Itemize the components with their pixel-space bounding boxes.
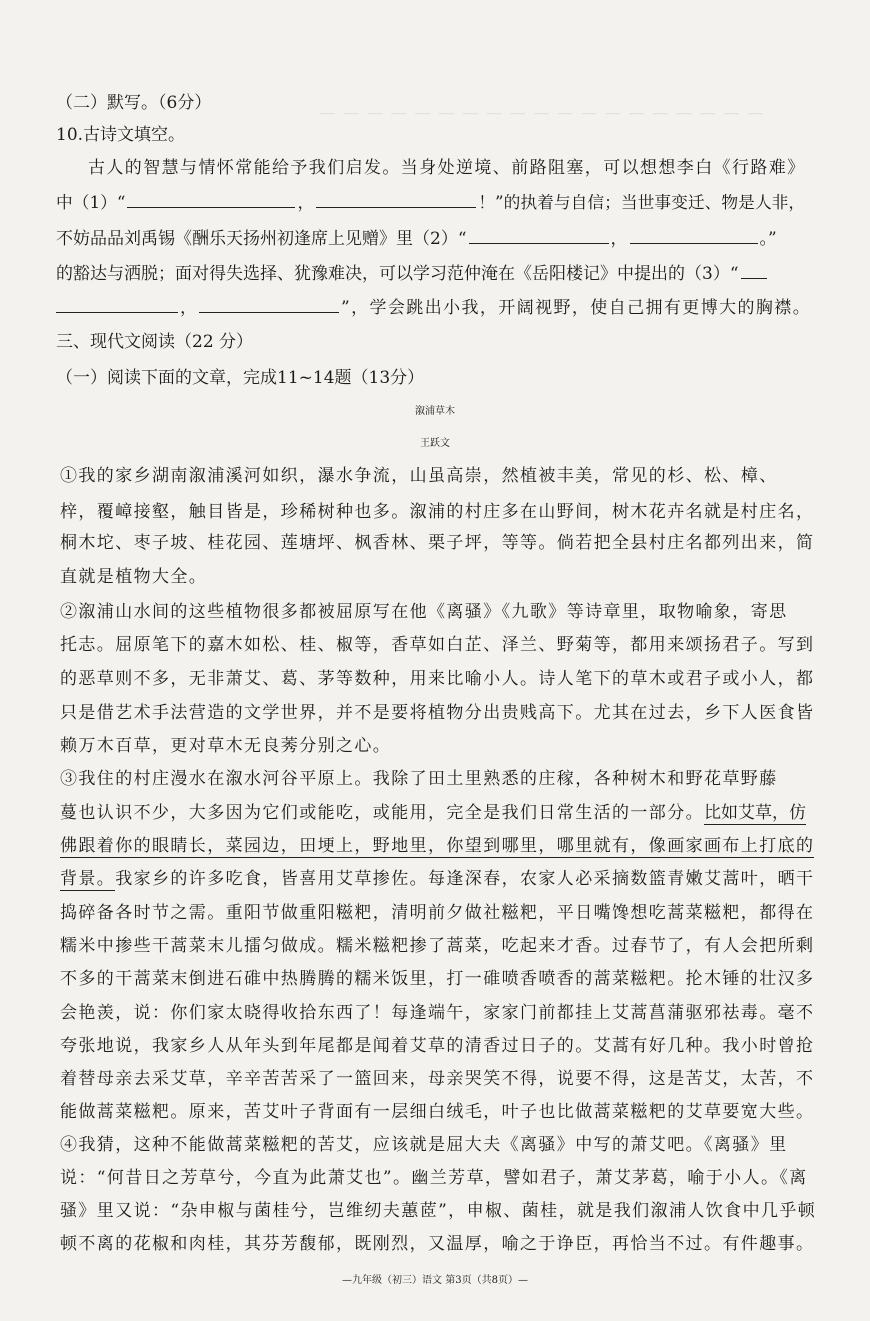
- article-line: 骚》里又说：“杂申椒与菌桂兮，岂维纫夫蕙茝”，申椒、菌桂，就是我们溆浦人饮食中几乎顿: [60, 1201, 817, 1221]
- answer-blank-3a[interactable]: [56, 296, 178, 313]
- article-line: [60, 868, 814, 890]
- q10-line-5: [56, 296, 811, 319]
- article-line: 能做蒿菜糍粑。原来，苦艾叶子背面有一层细白绒毛，叶子也比做蒿菜糍粑的艾草要宽大些。: [60, 1102, 815, 1122]
- article-line: 托志。屈原笔下的嘉木如松、桂、椒等，香草如白芷、泽兰、野菊等，都用来颂扬君子。写到: [60, 635, 815, 655]
- article-line-text: 蔓也认识不少，大多因为它们或能吃，或能用，完全是我们日常生活的一部分。: [60, 803, 704, 823]
- article-line-text: 我家乡的许多吃食，皆喜用艾草掺佐。每逢深春，农家人必采摘数篮青嫩艾蒿叶，晒干: [115, 869, 815, 889]
- article-line-with-underline: [60, 802, 806, 824]
- article-line: 赖万木百草，更对草木无良莠分别之心。: [60, 736, 392, 756]
- article-line: 糯米中掺些干蒿菜末儿擂匀做成。糯米糍粑掺了蒿菜，吃起来才香。过春节了，有人会把所剩: [60, 936, 815, 956]
- q10-line-1: 古人的智慧与情怀常能给予我们启发。当身处逆境、前路阻塞，可以想想李白《行路难》: [88, 158, 806, 178]
- q10-line-3-b: ，: [610, 229, 628, 249]
- q10-line-2-a: 中（1）“: [56, 192, 126, 212]
- article-line: ②溆浦山水间的这些植物很多都被屈原写在他《离骚》《九歌》等诗章里，取物喻象，寄思: [60, 602, 788, 622]
- page-footer: —九年级（初三）语文 第3页（共8页）—: [342, 1275, 528, 1286]
- article-line: ④我猜，这种不能做蒿菜糍粑的苦艾，应该就是屈大夫《离骚》中写的萧艾吧。《离骚》里: [60, 1135, 788, 1155]
- underlined-sentence-middle: [60, 835, 814, 857]
- reading-section-heading: 三、现代文阅读（22 分）: [56, 332, 254, 352]
- article-line: 直就是植物大全。: [60, 567, 208, 587]
- question-10-title: 10.古诗文填空。: [56, 125, 186, 145]
- article-line: 不多的干蒿菜末倒进石碓中热腾腾的糯米饭里，打一碓喷香喷香的蒿菜糍粑。抡木锤的壮汉多: [60, 969, 815, 989]
- answer-blank-1b[interactable]: [316, 191, 476, 208]
- article-line: 夸张地说，我家乡人从年头到年尾都是闻着艾草的清香过日子的。艾蒿有好几种。我小时曾抢: [60, 1036, 815, 1056]
- article-line: 梓，覆嶂接壑，触目皆是，珍稀树种也多。溆浦的村庄多在山野间，树木花卉名就是村庄名，: [60, 502, 815, 522]
- answer-blank-3a-start[interactable]: [741, 262, 767, 279]
- underlined-sentence-start: 比如艾草，仿: [704, 803, 806, 823]
- q10-line-5-b: ”，学会跳出小我，开阔视野，使自己拥有更博大的胸襟。: [341, 298, 812, 318]
- answer-blank-2a[interactable]: [469, 227, 609, 244]
- reading-sub-heading: （一）阅读下面的文章，完成11~14题（13分）: [56, 368, 425, 388]
- q10-line-3-a: 不妨品品刘禹锡《酬乐天扬州初逢席上见赠》里（2）“: [56, 229, 467, 249]
- article-line: 的恶草则不多，无非萧艾、葛、茅等数种，用来比喻小人。诗人笔下的草木或君子或小人，都: [60, 669, 815, 689]
- article-line: 着替母亲去采艾草，辛辛苦苦采了一篮回来，母亲哭笑不得，说要不得，这是苦艾，太苦，不: [60, 1069, 815, 1089]
- q10-line-2-b: ，: [297, 192, 315, 212]
- article-line: 只是借艺术手法营造的文学世界，并不是要将植物分出贵贱高下。尤其在过去，乡下人医食皆: [60, 703, 815, 723]
- article-author: 王跃文: [420, 438, 450, 449]
- article-line: 桐木坨、枣子坡、桂花园、莲塘坪、枫香林、栗子坪，等等。倘若把全县村庄名都列出来，简: [60, 533, 815, 553]
- underlined-sentence-end: 背景。: [60, 869, 116, 889]
- article-line: 说：“何昔日之芳草兮，今直为此萧艾也”。幽兰芳草，譬如君子，萧艾茅葛，喻于小人。《离: [60, 1168, 808, 1188]
- answer-blank-3b[interactable]: [199, 296, 339, 313]
- underlined-text: 佛跟着你的眼睛长，菜园边，田埂上，野地里，你望到哪里，哪里就有，像画家画布上打底的: [60, 836, 815, 856]
- article-line: ①我的家乡湖南溆浦溪河如织，瀑水争流，山虽高崇，然植被丰美，常见的杉、松、樟、: [60, 466, 778, 486]
- dictation-heading: （二）默写。（6分）: [56, 93, 212, 113]
- article-title: 溆浦草木: [415, 406, 455, 417]
- article-line: ③我住的村庄漫水在溆水河谷平原上。我除了田土里熟悉的庄稼，各种树木和野花草野藤: [60, 769, 778, 789]
- q10-line-4-a: 的豁达与洒脱；面对得失选择、犹豫难决，可以学习范仲淹在《岳阳楼记》中提出的（3）“: [56, 264, 739, 284]
- article-line: 会艳羡，说：你们家太晓得收拾东西了！每逢端午，家家门前都挂上艾蒿菖蒲驱邪祛毒。毫不: [60, 1003, 815, 1023]
- q10-line-3: [56, 227, 777, 250]
- article-line: 顿不离的花椒和肉桂，其芬芳馥郁，既刚烈，又温厚，喻之于诤臣，再恰当不过。有件趣事。: [60, 1234, 815, 1254]
- answer-blank-1a[interactable]: [127, 191, 295, 208]
- q10-line-3-c: 。”: [759, 229, 777, 249]
- article-line: 捣碎备各时节之需。重阳节做重阳糍粑，清明前夕做社糍粑，平日嘴馋想吃蒿菜糍粑，都得在: [60, 903, 815, 923]
- q10-line-2: [56, 191, 805, 213]
- q10-line-4: [56, 262, 769, 285]
- answer-blank-2b[interactable]: [630, 227, 758, 244]
- q10-line-2-c: ！”的执着与自信；当世事变迁、物是人非，: [478, 192, 806, 212]
- q10-line-5-a: ，: [180, 298, 197, 318]
- bleed-through-text: ＿ ＿ ＿ ＿ ＿ ＿ ＿ ＿ ＿ ＿ ＿ ＿ ＿ ＿ ＿ ＿ ＿ ＿ ＿: [320, 98, 765, 116]
